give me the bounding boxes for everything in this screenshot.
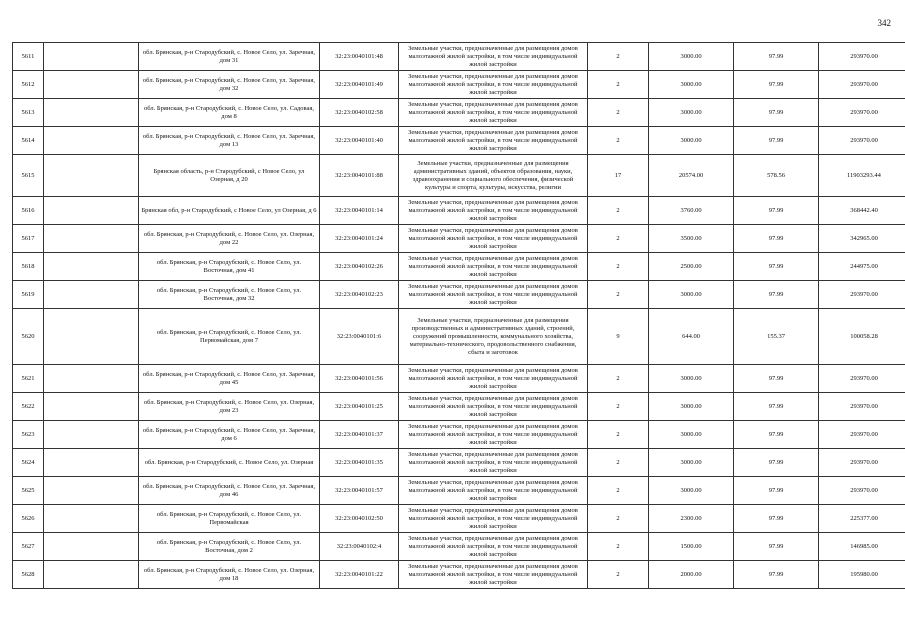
table-row <box>13 365 905 393</box>
rate-cell: 155.37 <box>734 309 819 365</box>
group-cell: 2 <box>588 71 649 99</box>
cadastral-value-cell: 293970.00 <box>819 421 905 449</box>
row-number-cell: 5616 <box>13 197 44 225</box>
blank-cell <box>44 561 139 589</box>
cadastral-value-cell: 244975.00 <box>819 253 905 281</box>
blank-cell <box>44 421 139 449</box>
registry-body <box>13 43 905 589</box>
cadastral-value-cell: 100058.28 <box>819 309 905 365</box>
row-number-cell: 5621 <box>13 365 44 393</box>
address-cell: обл. Брянская, р-н Стародубский, с. Новое Село, ул. Первомайская, дом 7 <box>139 309 320 365</box>
land-use-cell: Земельные участки, предназначенные для размещения домов малоэтажной жилой застройки, в том числе индивидуальной жилой застройки <box>399 253 588 281</box>
group-cell: 2 <box>588 561 649 589</box>
cadastral-value-cell: 225377.00 <box>819 505 905 533</box>
cadastral-value-cell: 293970.00 <box>819 281 905 309</box>
cadastral-value-cell: 146985.00 <box>819 533 905 561</box>
cadastral-value-cell: 11903293.44 <box>819 155 905 197</box>
land-use-cell: Земельные участки, предназначенные для размещения домов малоэтажной жилой застройки, в том числе индивидуальной жилой застройки <box>399 449 588 477</box>
row-number-cell: 5614 <box>13 127 44 155</box>
row-number-cell: 5612 <box>13 71 44 99</box>
rate-cell: 97.99 <box>734 225 819 253</box>
blank-cell <box>44 71 139 99</box>
rate-cell: 97.99 <box>734 505 819 533</box>
area-cell: 2500.00 <box>649 253 734 281</box>
land-use-cell: Земельные участки, предназначенные для размещения домов малоэтажной жилой застройки, в том числе индивидуальной жилой застройки <box>399 281 588 309</box>
table-row <box>13 43 905 71</box>
blank-cell <box>44 533 139 561</box>
row-number-cell: 5619 <box>13 281 44 309</box>
row-number-cell: 5624 <box>13 449 44 477</box>
table-row <box>13 309 905 365</box>
cadastral-number-cell: 32:23:0040101:25 <box>320 393 399 421</box>
blank-cell <box>44 505 139 533</box>
blank-cell <box>44 477 139 505</box>
rate-cell: 97.99 <box>734 99 819 127</box>
rate-cell: 97.99 <box>734 253 819 281</box>
table-row <box>13 393 905 421</box>
group-cell: 2 <box>588 505 649 533</box>
blank-cell <box>44 197 139 225</box>
cadastral-value-cell: 368442.40 <box>819 197 905 225</box>
address-cell: обл. Брянская, р-н Стародубский, с. Новое Село, ул. Заречная, дом 13 <box>139 127 320 155</box>
table-row <box>13 99 905 127</box>
area-cell: 3000.00 <box>649 71 734 99</box>
cadastral-number-cell: 32:23:0040101:49 <box>320 71 399 99</box>
row-number-cell: 5622 <box>13 393 44 421</box>
table-row <box>13 449 905 477</box>
area-cell: 3000.00 <box>649 365 734 393</box>
row-number-cell: 5626 <box>13 505 44 533</box>
address-cell: обл. Брянская, р-н Стародубский, с. Новое Село, ул. Озерная, дом 18 <box>139 561 320 589</box>
cadastral-value-cell: 293970.00 <box>819 43 905 71</box>
land-use-cell: Земельные участки, предназначенные для размещения домов малоэтажной жилой застройки, в том числе индивидуальной жилой застройки <box>399 43 588 71</box>
address-cell: Брянская обл, р-н Стародубский, с Новое Село, ул Озерная, д 6 <box>139 197 320 225</box>
row-number-cell: 5625 <box>13 477 44 505</box>
rate-cell: 97.99 <box>734 477 819 505</box>
land-use-cell: Земельные участки, предназначенные для размещения производственных и административных зданий, строений, сооружений промышленности, коммунального хозяйства, материально-технического, продовольственного снабжения, сбыта и заготовок <box>399 309 588 365</box>
group-cell: 2 <box>588 197 649 225</box>
cadastral-value-cell: 293970.00 <box>819 449 905 477</box>
address-cell: обл. Брянская, р-н Стародубский, с. Новое Село, ул. Восточная, дом 2 <box>139 533 320 561</box>
rate-cell: 97.99 <box>734 533 819 561</box>
blank-cell <box>44 309 139 365</box>
cadastral-value-cell: 293970.00 <box>819 393 905 421</box>
land-use-cell: Земельные участки, предназначенные для размещения домов малоэтажной жилой застройки, в том числе индивидуальной жилой застройки <box>399 477 588 505</box>
address-cell: Брянская область, р-н Стародубский, с Новое Село, ул Озерная, д 20 <box>139 155 320 197</box>
rate-cell: 578.56 <box>734 155 819 197</box>
rate-cell: 97.99 <box>734 71 819 99</box>
cadastral-number-cell: 32:23:0040102:23 <box>320 281 399 309</box>
rate-cell: 97.99 <box>734 449 819 477</box>
cadastral-number-cell: 32:23:0040102:50 <box>320 505 399 533</box>
cadastral-number-cell: 32:23:0040101:88 <box>320 155 399 197</box>
cadastral-number-cell: 32:23:0040102:58 <box>320 99 399 127</box>
group-cell: 2 <box>588 477 649 505</box>
table-row <box>13 561 905 589</box>
rate-cell: 97.99 <box>734 281 819 309</box>
table-row <box>13 477 905 505</box>
row-number-cell: 5628 <box>13 561 44 589</box>
group-cell: 2 <box>588 393 649 421</box>
table-row <box>13 533 905 561</box>
table-row <box>13 71 905 99</box>
land-use-cell: Земельные участки, предназначенные для размещения домов малоэтажной жилой застройки, в том числе индивидуальной жилой застройки <box>399 127 588 155</box>
land-use-cell: Земельные участки, предназначенные для размещения домов малоэтажной жилой застройки, в том числе индивидуальной жилой застройки <box>399 393 588 421</box>
cadastral-value-cell: 195980.00 <box>819 561 905 589</box>
group-cell: 2 <box>588 533 649 561</box>
area-cell: 3000.00 <box>649 393 734 421</box>
blank-cell <box>44 449 139 477</box>
row-number-cell: 5611 <box>13 43 44 71</box>
rate-cell: 97.99 <box>734 197 819 225</box>
row-number-cell: 5617 <box>13 225 44 253</box>
area-cell: 3000.00 <box>649 421 734 449</box>
rate-cell: 97.99 <box>734 393 819 421</box>
area-cell: 3500.00 <box>649 225 734 253</box>
rate-cell: 97.99 <box>734 365 819 393</box>
rate-cell: 97.99 <box>734 127 819 155</box>
land-use-cell: Земельные участки, предназначенные для размещения домов малоэтажной жилой застройки, в том числе индивидуальной жилой застройки <box>399 533 588 561</box>
cadastral-value-cell: 293970.00 <box>819 365 905 393</box>
area-cell: 3000.00 <box>649 43 734 71</box>
group-cell: 2 <box>588 43 649 71</box>
table-row <box>13 281 905 309</box>
cadastral-number-cell: 32:23:0040101:56 <box>320 365 399 393</box>
group-cell: 2 <box>588 253 649 281</box>
land-use-cell: Земельные участки, предназначенные для размещения домов малоэтажной жилой застройки, в том числе индивидуальной жилой застройки <box>399 197 588 225</box>
cadastral-number-cell: 32:23:0040101:57 <box>320 477 399 505</box>
cadastral-value-cell: 293970.00 <box>819 477 905 505</box>
address-cell: обл. Брянская, р-н Стародубский, с. Новое Село, ул. Заречная, дом 6 <box>139 421 320 449</box>
row-number-cell: 5615 <box>13 155 44 197</box>
blank-cell <box>44 155 139 197</box>
cadastral-value-cell: 293970.00 <box>819 99 905 127</box>
cadastral-number-cell: 32:23:0040101:48 <box>320 43 399 71</box>
rate-cell: 97.99 <box>734 43 819 71</box>
area-cell: 20574.00 <box>649 155 734 197</box>
address-cell: обл. Брянская, р-н Стародубский, с. Новое Село, ул. Восточная, дом 41 <box>139 253 320 281</box>
table-row <box>13 253 905 281</box>
blank-cell <box>44 225 139 253</box>
land-use-cell: Земельные участки, предназначенные для размещения домов малоэтажной жилой застройки, в том числе индивидуальной жилой застройки <box>399 71 588 99</box>
blank-cell <box>44 365 139 393</box>
area-cell: 1500.00 <box>649 533 734 561</box>
cadastral-number-cell: 32:23:0040101:22 <box>320 561 399 589</box>
cadastral-number-cell: 32:23:0040101:24 <box>320 225 399 253</box>
row-number-cell: 5623 <box>13 421 44 449</box>
group-cell: 2 <box>588 449 649 477</box>
address-cell: обл. Брянская, р-н Стародубский, с. Новое Село, ул. Заречная, дом 45 <box>139 365 320 393</box>
table-row <box>13 505 905 533</box>
row-number-cell: 5613 <box>13 99 44 127</box>
table-row <box>13 197 905 225</box>
address-cell: обл. Брянская, р-н Стародубский, с. Новое Село, ул. Озерная, дом 23 <box>139 393 320 421</box>
group-cell: 2 <box>588 99 649 127</box>
land-use-cell: Земельные участки, предназначенные для размещения домов малоэтажной жилой застройки, в том числе индивидуальной жилой застройки <box>399 365 588 393</box>
table-row <box>13 225 905 253</box>
table-row <box>13 155 905 197</box>
address-cell: обл. Брянская, р-н Стародубский, с. Новое Село, ул. Заречная, дом 31 <box>139 43 320 71</box>
area-cell: 3000.00 <box>649 281 734 309</box>
cadastral-number-cell: 32:23:0040101:37 <box>320 421 399 449</box>
group-cell: 17 <box>588 155 649 197</box>
cadastral-number-cell: 32:23:0040102:4 <box>320 533 399 561</box>
land-use-cell: Земельные участки, предназначенные для размещения домов малоэтажной жилой застройки, в том числе индивидуальной жилой застройки <box>399 561 588 589</box>
address-cell: обл. Брянская, р-н Стародубский, с. Новое Село, ул. Садовая, дом 8 <box>139 99 320 127</box>
group-cell: 2 <box>588 365 649 393</box>
cadastral-number-cell: 32:23:0040101:40 <box>320 127 399 155</box>
address-cell: обл. Брянская, р-н Стародубский, с. Новое Село, ул. Озерная <box>139 449 320 477</box>
area-cell: 2300.00 <box>649 505 734 533</box>
blank-cell <box>44 253 139 281</box>
cadastral-value-cell: 293970.00 <box>819 127 905 155</box>
cadastral-value-cell: 293970.00 <box>819 71 905 99</box>
cadastral-number-cell: 32:23:0040101:6 <box>320 309 399 365</box>
table-row <box>13 127 905 155</box>
group-cell: 2 <box>588 281 649 309</box>
group-cell: 2 <box>588 421 649 449</box>
row-number-cell: 5627 <box>13 533 44 561</box>
row-number-cell: 5620 <box>13 309 44 365</box>
area-cell: 3760.00 <box>649 197 734 225</box>
area-cell: 3000.00 <box>649 449 734 477</box>
land-use-cell: Земельные участки, предназначенные для размещения домов малоэтажной жилой застройки, в том числе индивидуальной жилой застройки <box>399 505 588 533</box>
group-cell: 9 <box>588 309 649 365</box>
address-cell: обл. Брянская, р-н Стародубский, с. Новое Село, ул. Первомайская <box>139 505 320 533</box>
address-cell: обл. Брянская, р-н Стародубский, с. Новое Село, ул. Заречная, дом 46 <box>139 477 320 505</box>
row-number-cell: 5618 <box>13 253 44 281</box>
blank-cell <box>44 127 139 155</box>
group-cell: 2 <box>588 127 649 155</box>
address-cell: обл. Брянская, р-н Стародубский, с. Новое Село, ул. Заречная, дом 32 <box>139 71 320 99</box>
blank-cell <box>44 281 139 309</box>
page-number: 342 <box>877 18 891 28</box>
land-use-cell: Земельные участки, предназначенные для размещения домов малоэтажной жилой застройки, в том числе индивидуальной жилой застройки <box>399 99 588 127</box>
group-cell: 2 <box>588 225 649 253</box>
land-registry-table <box>12 42 905 589</box>
area-cell: 2000.00 <box>649 561 734 589</box>
area-cell: 3000.00 <box>649 477 734 505</box>
land-use-cell: Земельные участки, предназначенные для размещения домов малоэтажной жилой застройки, в том числе индивидуальной жилой застройки <box>399 225 588 253</box>
blank-cell <box>44 393 139 421</box>
land-use-cell: Земельные участки, предназначенные для размещения домов малоэтажной жилой застройки, в том числе индивидуальной жилой застройки <box>399 421 588 449</box>
blank-cell <box>44 43 139 71</box>
cadastral-value-cell: 342965.00 <box>819 225 905 253</box>
land-use-cell: Земельные участки, предназначенные для размещения административных зданий, объектов образования, науки, здравоохранения и социального обеспечения, физической культуры и спорта, культуры, искусства, религии <box>399 155 588 197</box>
table-row <box>13 421 905 449</box>
area-cell: 644.00 <box>649 309 734 365</box>
cadastral-number-cell: 32:23:0040102:26 <box>320 253 399 281</box>
cadastral-number-cell: 32:23:0040101:35 <box>320 449 399 477</box>
area-cell: 3000.00 <box>649 127 734 155</box>
rate-cell: 97.99 <box>734 421 819 449</box>
address-cell: обл. Брянская, р-н Стародубский, с. Новое Село, ул. Восточная, дом 32 <box>139 281 320 309</box>
rate-cell: 97.99 <box>734 561 819 589</box>
cadastral-number-cell: 32:23:0040101:14 <box>320 197 399 225</box>
blank-cell <box>44 99 139 127</box>
area-cell: 3000.00 <box>649 99 734 127</box>
address-cell: обл. Брянская, р-н Стародубский, с. Новое Село, ул. Озерная, дом 22 <box>139 225 320 253</box>
